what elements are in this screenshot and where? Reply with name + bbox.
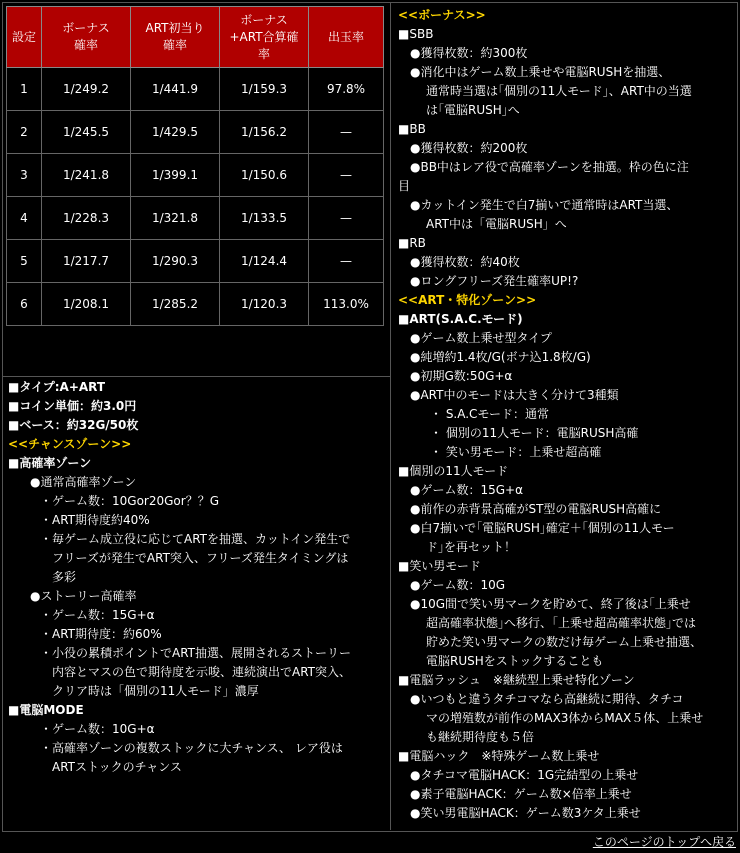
spec-line: ●ストーリー高確率 (30, 589, 137, 603)
table-cell: 1/133.5 (220, 197, 309, 240)
table-cell: 1/249.2 (42, 68, 131, 111)
spec-line: 超高確率状態｣へ移行、｢上乗せ超高確率状態｣では (426, 616, 697, 630)
spec-line: ●笑い男電脳HACK：ゲーム数3ケタ上乗せ (410, 806, 641, 820)
spec-line: ●初期G数:50G+α (410, 369, 513, 383)
spec-line: <<ボーナス>> (398, 8, 486, 22)
probability-table (6, 6, 384, 326)
spec-line: クリア時は「個別の11人モード」濃厚 (52, 684, 259, 698)
spec-line: ・ゲーム数：15G+α (40, 608, 155, 622)
spec-line: 貯めた笑い男マークの数だけ毎ゲーム上乗せ抽選、 (426, 635, 703, 649)
table-cell: 5 (7, 240, 42, 283)
spec-line: ●ロングフリーズ発生確率UP!? (410, 274, 579, 288)
table-cell: 4 (7, 197, 42, 240)
spec-line: も継続期待度も５倍 (426, 730, 535, 744)
spec-line: ・小役の累積ポイントでART抽選、展開されるストーリー (40, 646, 352, 660)
spec-line: ●ゲーム数上乗せ型タイプ (410, 331, 552, 345)
spec-line: ●10G間で笑い男マークを貯めて、終了後は｢上乗せ (410, 597, 691, 611)
spec-line: ●通常高確率ゾーン (30, 475, 137, 489)
table-cell: 1/217.7 (42, 240, 131, 283)
header-payout: 出玉率 (309, 7, 384, 68)
table-row (7, 111, 384, 154)
spec-line: 目 (398, 179, 411, 193)
spec-line: マの増殖数が前作のMAX3体からMAX５体、上乗せ (426, 711, 704, 725)
table-cell: 1/156.2 (220, 111, 309, 154)
table-row (7, 197, 384, 240)
table-cell: 1/399.1 (131, 154, 220, 197)
spec-line: ド｣を再セット！ (426, 540, 517, 554)
table-cell: 1/285.2 (131, 283, 220, 326)
table-cell: 1/241.8 (42, 154, 131, 197)
spec-line: ・ 笑い男モード：上乗せ超高確 (430, 445, 602, 459)
spec-line: 多彩 (52, 570, 77, 584)
spec-line: 内容とマスの色で期待度を示唆、連続演出でART突入、 (52, 665, 352, 679)
spec-line: ■高確率ゾーン (8, 456, 92, 470)
table-cell: — (309, 111, 384, 154)
table-cell: 1/120.3 (220, 283, 309, 326)
spec-line: ●素子電脳HACK：ゲーム数×倍率上乗せ (410, 787, 632, 801)
table-cell: 1/290.3 (131, 240, 220, 283)
table-cell: 1/150.6 (220, 154, 309, 197)
table-row (7, 68, 384, 111)
spec-line: ARTストックのチャンス (52, 760, 182, 774)
spec-line: ●タチコマ電脳HACK：1G完結型の上乗せ (410, 768, 639, 782)
table-cell: 6 (7, 283, 42, 326)
spec-line: ・ART期待度：約60% (40, 627, 162, 641)
table-cell: 1 (7, 68, 42, 111)
header-bonus-prob: ボーナス 確率 (42, 7, 131, 68)
left-divider (2, 376, 390, 377)
header-setting: 設定 (7, 7, 42, 68)
spec-line: ●獲得枚数：約300枚 (410, 46, 528, 60)
spec-line: ・ S.A.Cモード：通常 (430, 407, 549, 421)
back-to-top-link[interactable]: このページのトップへ戻る (592, 835, 736, 849)
table-cell: 1/245.5 (42, 111, 131, 154)
spec-line: ■ART(S.A.C.モード) (398, 312, 523, 326)
table-cell: 1/441.9 (131, 68, 220, 111)
spec-line: ・ゲーム数：10Gor20Gor？？G (40, 494, 219, 508)
table-row (7, 240, 384, 283)
table-row (7, 154, 384, 197)
spec-line: <<ART・特化ゾーン>> (398, 293, 537, 307)
spec-line: ●純増約1.4枚/G(ボナ込1.8枚/G) (410, 350, 591, 364)
spec-line: <<チャンスゾーン>> (8, 437, 132, 451)
spec-line: 通常時当選は｢個別の11人モード｣、ART中の当選 (426, 84, 692, 98)
table-cell: 1/208.1 (42, 283, 131, 326)
table-cell: — (309, 197, 384, 240)
spec-line: ■電脳ハック ※特殊ゲーム数上乗せ (398, 749, 600, 763)
table-cell: 2 (7, 111, 42, 154)
spec-line: ●いつもと違うタチコマなら高継続に期待、タチコ (410, 692, 684, 706)
header-combined-prob: ボーナス +ART合算確 率 (220, 7, 309, 68)
spec-line: ●ゲーム数：15G+α (410, 483, 524, 497)
spec-line: ●ART中のモードは大きく分けて3種類 (410, 388, 619, 402)
spec-line: ●獲得枚数：約200枚 (410, 141, 528, 155)
spec-line: ■SBB (398, 27, 434, 41)
table-cell: — (309, 240, 384, 283)
spec-line: ●前作の赤背景高確がST型の電脳RUSH高確に (410, 502, 662, 516)
spec-line: ■RB (398, 236, 426, 250)
spec-line: ・ゲーム数：10G+α (40, 722, 155, 736)
spec-line: ・ART期待度約40% (40, 513, 150, 527)
table-header-row (7, 7, 384, 68)
spec-line: ●ゲーム数：10G (410, 578, 506, 592)
table-cell: 1/321.8 (131, 197, 220, 240)
right-spec-text (398, 6, 734, 823)
spec-line: ■個別の11人モード (398, 464, 509, 478)
spec-line: ●消化中はゲーム数上乗せや電脳RUSHを抽選、 (410, 65, 671, 79)
spec-line: ・高確率ゾーンの複数ストックに大チャンス、 レア役は (40, 741, 343, 755)
spec-line: ■ベース：約32G/50枚 (8, 418, 139, 432)
table-cell: 1/124.4 (220, 240, 309, 283)
left-spec-text (8, 378, 386, 777)
table-cell: 97.8% (309, 68, 384, 111)
table-cell: 3 (7, 154, 42, 197)
spec-line: ●カットイン発生で白7揃いで通常時はART当選、 (410, 198, 679, 212)
spec-line: ■BB (398, 122, 426, 136)
spec-line: ・ 個別の11人モード：電脳RUSH高確 (430, 426, 639, 440)
spec-line: は｢電脳RUSH｣へ (426, 103, 520, 117)
table-cell: 1/228.3 (42, 197, 131, 240)
spec-line: ・毎ゲーム成立役に応じてARTを抽選、カットイン発生で (40, 532, 351, 546)
spec-line: ■電脳MODE (8, 703, 84, 717)
table-cell: 1/159.3 (220, 68, 309, 111)
spec-line: ●獲得枚数：約40枚 (410, 255, 520, 269)
spec-line: ART中は「電脳RUSH」へ (426, 217, 567, 231)
spec-line: ■笑い男モード (398, 559, 481, 573)
table-cell: — (309, 154, 384, 197)
table-cell: 1/429.5 (131, 111, 220, 154)
spec-line: ●BB中はレア役で高確率ゾーンを抽選。枠の色に注 (410, 160, 689, 174)
header-art-prob: ART初当り 確率 (131, 7, 220, 68)
spec-line: ●白7揃いで｢電脳RUSH｣確定＋｢個別の11人モー (410, 521, 675, 535)
spec-line: フリーズが発生でART突入、フリーズ発生タイミングは (52, 551, 349, 565)
spec-line: ■タイプ:A+ART (8, 380, 106, 394)
spec-line: ■コイン単価：約3.0円 (8, 399, 137, 413)
spec-line: 電脳RUSHをストックすることも (426, 654, 604, 668)
table-row (7, 283, 384, 326)
table-cell: 113.0% (309, 283, 384, 326)
spec-line: ■電脳ラッシュ ※継続型上乗せ特化ゾーン (398, 673, 635, 687)
